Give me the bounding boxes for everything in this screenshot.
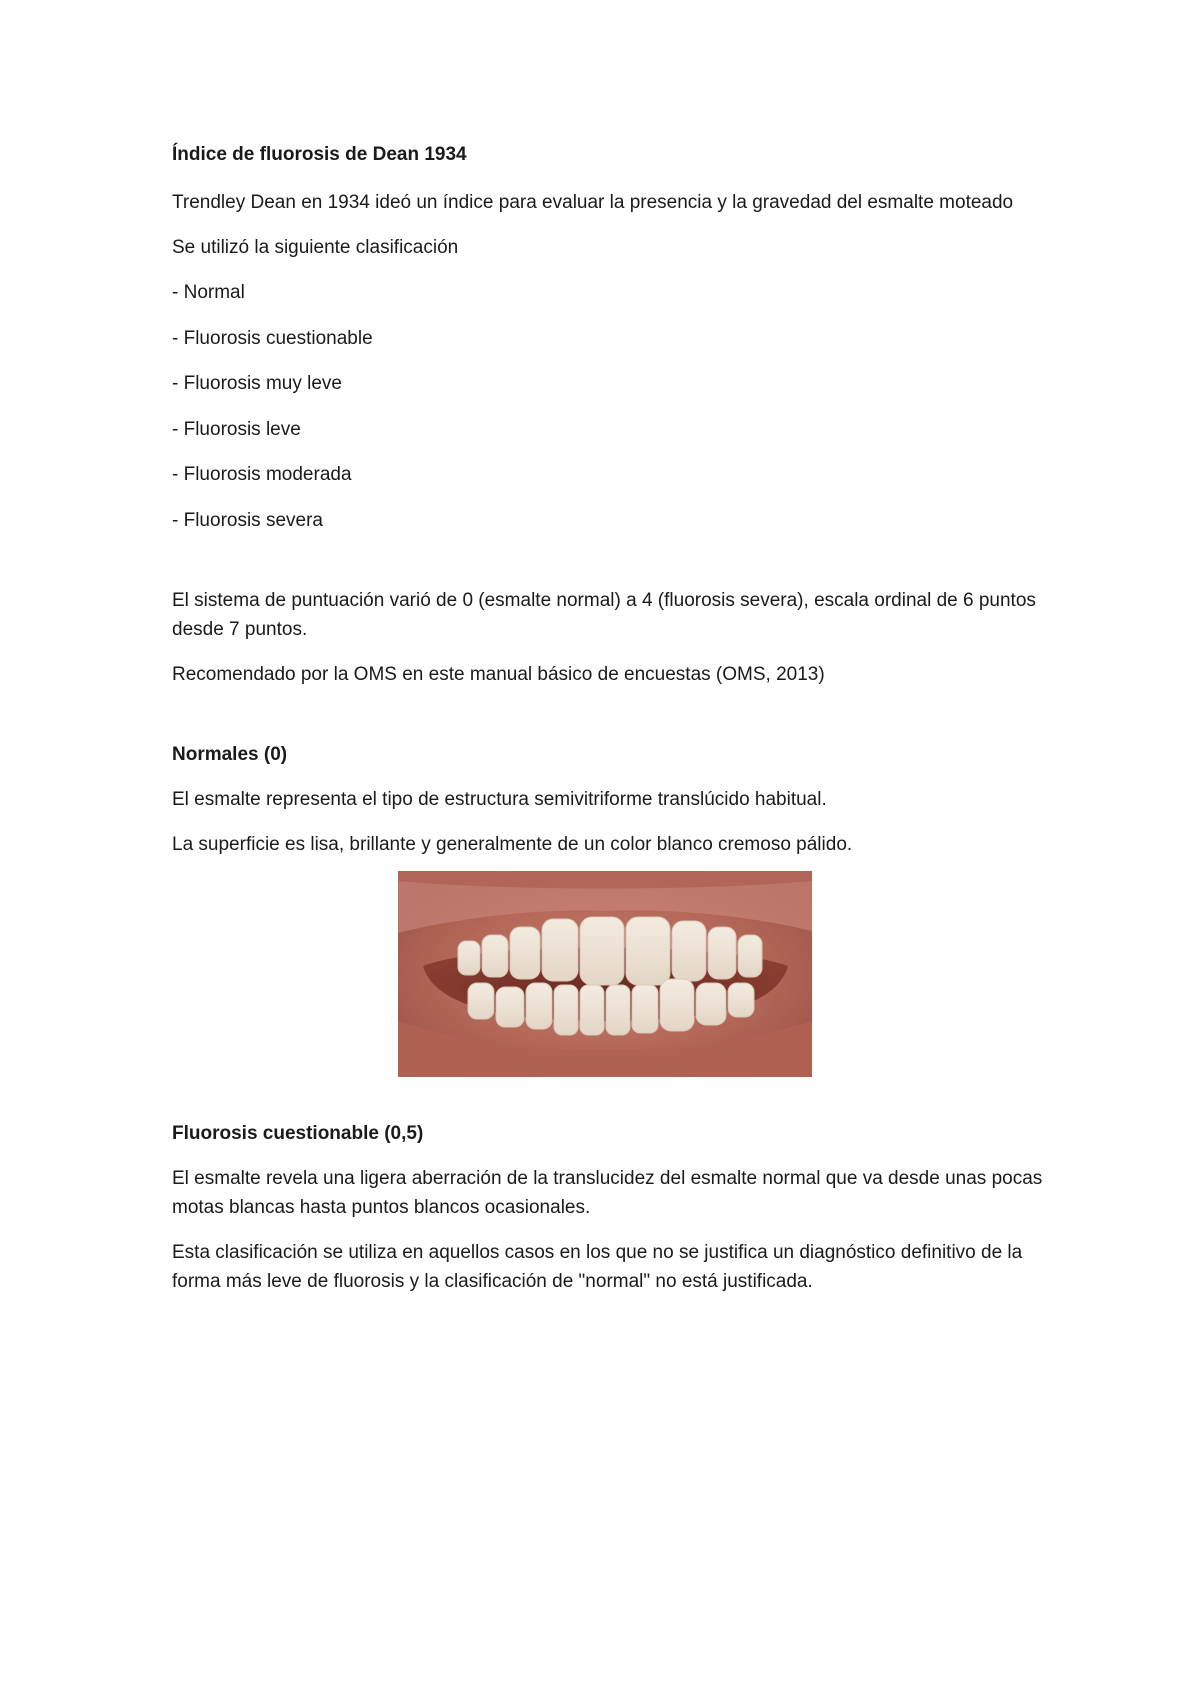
list-item: - Fluorosis moderada [172, 464, 352, 485]
list-item: - Fluorosis muy leve [172, 373, 342, 394]
intro-paragraph: Trendley Dean en 1934 ideó un índice para evaluar la presencia y la gravedad del esmalte moteado [172, 192, 1014, 213]
list-item: - Normal [172, 282, 245, 303]
cuestionable-heading: Fluorosis cuestionable (0,5) [172, 1122, 424, 1144]
normales-paragraph-1: El esmalte representa el tipo de estructura semivitriforme translúcido habitual. [172, 788, 827, 810]
classification-list [172, 278, 1052, 535]
cuestionable-paragraph-1: El esmalte revela una ligera aberración de la translucidez del esmalte normal que va desde unas pocas motas blancas hasta puntos blancos ocasionales. [172, 1167, 1043, 1218]
document-title: Índice de fluorosis de Dean 1934 [172, 144, 467, 165]
scoring-paragraph: El sistema de puntuación varió de 0 (esmalte normal) a 4 (fluorosis severa), escala ordinal de 6 puntos desde 7 puntos. [172, 589, 1036, 640]
cuestionable-paragraph-2: Esta clasificación se utiliza en aquellos casos en los que no se justifica un diagnóstico definitivo de la forma más leve de fluorosis y la clasificación de "normal" no está justificada. [172, 1241, 1023, 1292]
document-page [172, 140, 1052, 1312]
list-item: - Fluorosis cuestionable [172, 327, 373, 349]
normales-paragraph-2: La superficie es lisa, brillante y generalmente de un color blanco cremoso pálido. [172, 833, 853, 855]
teeth-photo [398, 871, 812, 1077]
classification-intro: Se utilizó la siguiente clasificación [172, 237, 459, 258]
recommendation-paragraph: Recomendado por la OMS en este manual básico de encuestas (OMS, 2013) [172, 663, 825, 685]
list-item: - Fluorosis severa [172, 509, 323, 531]
list-item: - Fluorosis leve [172, 418, 301, 440]
normales-heading: Normales (0) [172, 743, 288, 765]
